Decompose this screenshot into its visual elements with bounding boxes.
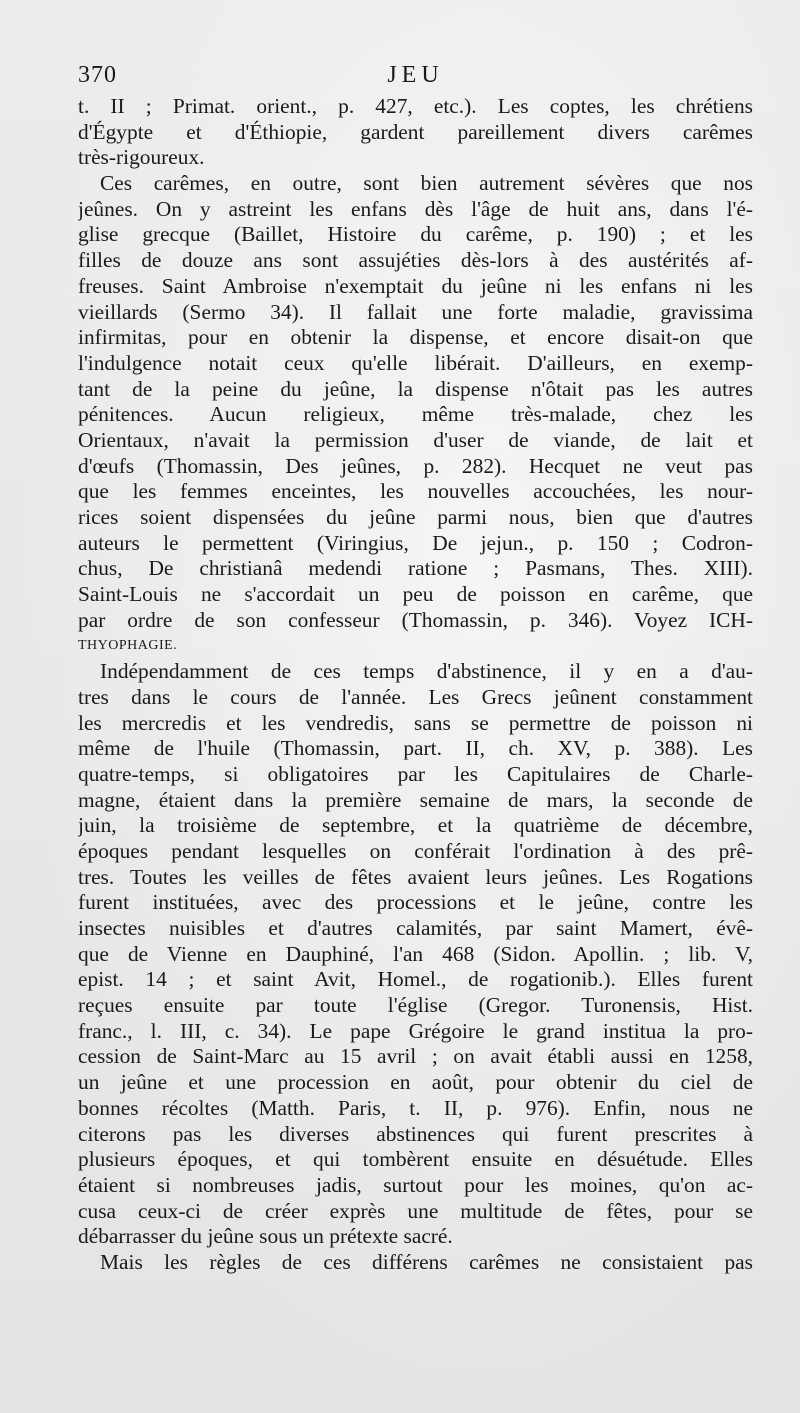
text-line: que de Vienne en Dauphiné, l'an 468 (Sidon. Apollin. ; lib. V, bbox=[78, 941, 753, 966]
text-line: jeûnes. On y astreint les enfans dès l'âge de huit ans, dans l'é- bbox=[78, 196, 753, 221]
text-line: reçues ensuite par toute l'église (Gregor. Turonensis, Hist. bbox=[78, 993, 753, 1018]
text-line: par ordre de son confesseur (Thomassin, p. 346). Voyez ICH- bbox=[78, 607, 753, 632]
text-line: cusa ceux-ci de créer exprès une multitude de fêtes, pour se bbox=[78, 1198, 753, 1223]
text-line: Mais les règles de ces différens carêmes ne consistaient pas bbox=[100, 1249, 753, 1274]
page-number: 370 bbox=[78, 62, 117, 88]
text-line: Ces carêmes, en outre, sont bien autrement sévères que nos bbox=[100, 171, 753, 196]
text-line: un jeûne et une procession en août, pour obtenir du ciel de bbox=[78, 1070, 753, 1095]
text-line: tres dans le cours de l'année. Les Grecs jeûnent constamment bbox=[78, 684, 753, 709]
text-line: epist. 14 ; et saint Avit, Homel., de rogationib.). Elles furent bbox=[78, 967, 753, 992]
text-line: vieillards (Sermo 34). Il fallait une forte maladie, gravissima bbox=[78, 299, 753, 324]
body-text bbox=[78, 94, 753, 1276]
text-line: étaient si nombreuses jadis, surtout pour les moines, qu'on ac- bbox=[78, 1172, 753, 1197]
text-line: d'œufs (Thomassin, Des jeûnes, p. 282). Hecquet ne veut pas bbox=[78, 453, 753, 478]
text-line: freuses. Saint Ambroise n'exemptait du jeûne ni les enfans ni les bbox=[78, 273, 753, 298]
text-line: l'indulgence notait ceux qu'elle libérait. D'ailleurs, en exemp- bbox=[78, 350, 753, 375]
text-line: Orientaux, n'avait la permission d'user de viande, de lait et bbox=[78, 427, 753, 452]
text-line: citerons pas les diverses abstinences qui furent prescrites à bbox=[78, 1121, 753, 1146]
text-line: auteurs le permettent (Viringius, De jejun., p. 150 ; Codron- bbox=[78, 530, 753, 555]
text-line: plusieurs époques, et qui tombèrent ensuite en désuétude. Elles bbox=[78, 1147, 753, 1172]
text-line: infirmitas, pour en obtenir la dispense, et encore disait-on que bbox=[78, 325, 753, 350]
text-line: Indépendamment de ces temps d'abstinence, il y en a d'au- bbox=[100, 659, 753, 684]
text-line: magne, étaient dans la première semaine de mars, la seconde de bbox=[78, 787, 753, 812]
text-line: les mercredis et les vendredis, sans se permettre de poisson ni bbox=[78, 710, 753, 735]
text-line: tant de la peine du jeûne, la dispense n'ôtait pas les autres bbox=[78, 376, 753, 401]
text-line: que les femmes enceintes, les nouvelles accouchées, les nour- bbox=[78, 479, 753, 504]
text-line: chus, De christianâ medendi ratione ; Pasmans, Thes. XIII). bbox=[78, 556, 753, 581]
text-line: juin, la troisième de septembre, et la quatrième de décembre, bbox=[78, 813, 753, 838]
text-line: insectes nuisibles et d'autres calamités, par saint Mamert, évê- bbox=[78, 916, 753, 940]
text-line: quatre-temps, si obligatoires par les Capitulaires de Charle- bbox=[78, 761, 753, 786]
text-line: débarrasser du jeûne sous un prétexte sacré. bbox=[78, 1224, 453, 1249]
running-head bbox=[78, 62, 753, 92]
text-line: cession de Saint-Marc au 15 avril ; on avait établi aussi en 1258, bbox=[78, 1044, 753, 1069]
text-line: époques pendant lesquelles on conférait l'ordination à des prê- bbox=[78, 838, 753, 863]
running-title: JEU bbox=[387, 62, 444, 88]
text-line: tres. Toutes les veilles de fêtes avaient leurs jeûnes. Les Rogations bbox=[78, 864, 753, 889]
text-line: t. II ; Primat. orient., p. 427, etc.). Les coptes, les chrétiens bbox=[78, 94, 753, 118]
text-line: franc., l. III, c. 34). Le pape Grégoire le grand institua la pro- bbox=[78, 1018, 753, 1043]
text-line: pénitences. Aucun religieux, même très-malade, chez les bbox=[78, 402, 753, 427]
text-line: furent instituées, avec des processions et le jeûne, contre les bbox=[78, 890, 753, 915]
text-line: glise grecque (Baillet, Histoire du carême, p. 190) ; et les bbox=[78, 222, 753, 247]
text-line: Saint-Louis ne s'accordait un peu de poisson en carême, que bbox=[78, 582, 753, 607]
text-line: bonnes récoltes (Matth. Paris, t. II, p. 976). Enfin, nous ne bbox=[78, 1095, 753, 1120]
text-line: rices soient dispensées du jeûne parmi nous, bien que d'autres bbox=[78, 505, 753, 529]
text-line: même de l'huile (Thomassin, part. II, ch. XV, p. 388). Les bbox=[78, 736, 753, 761]
text-line: filles de douze ans sont assujéties dès-lors à des austérités af- bbox=[78, 248, 753, 273]
text-line: d'Égypte et d'Éthiopie, gardent pareillement divers carêmes bbox=[78, 119, 753, 144]
text-line: très-rigoureux. bbox=[78, 145, 205, 170]
text-line: THYOPHAGIE. bbox=[78, 638, 178, 654]
